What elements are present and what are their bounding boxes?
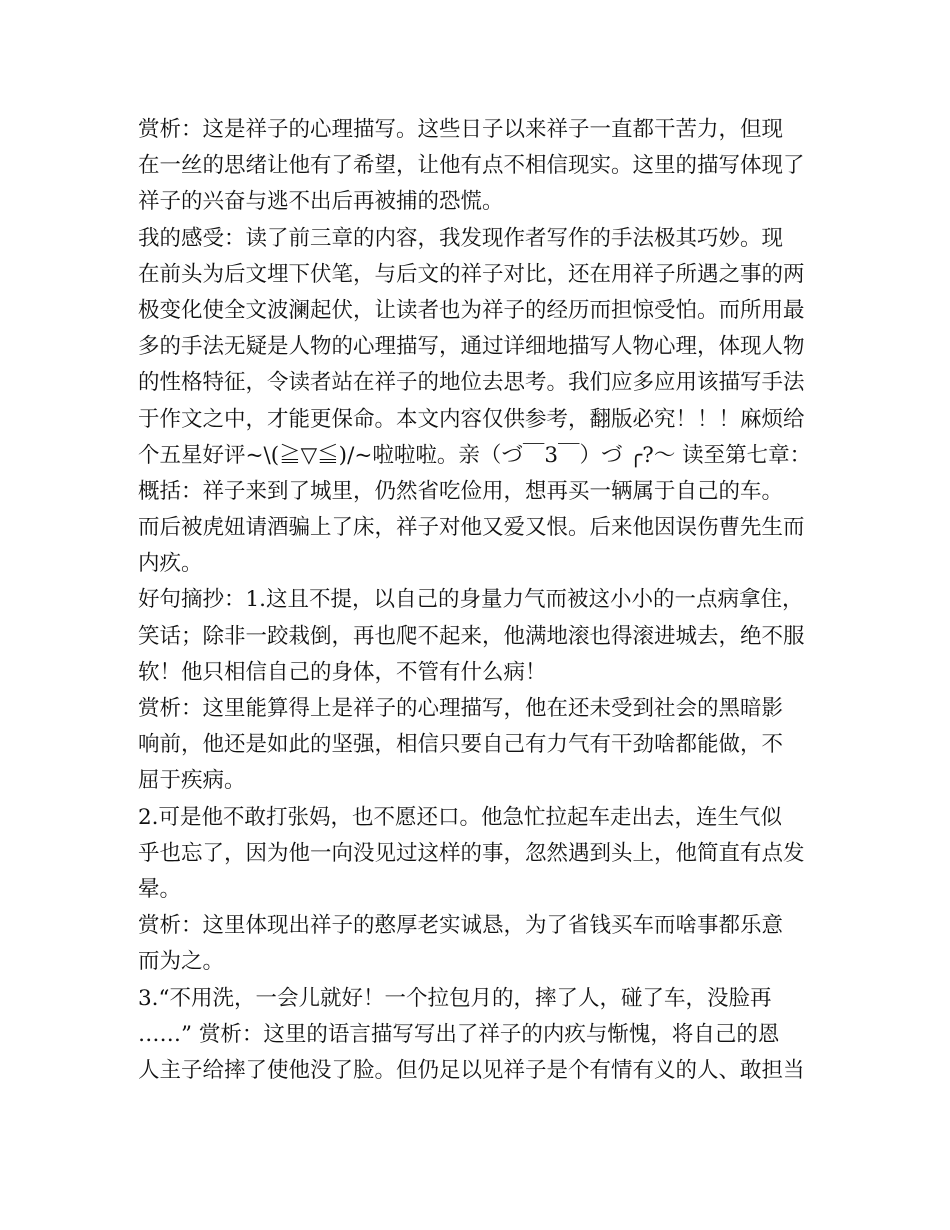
text-line: 于作文之中，才能更保命。本文内容仅供参考，翻版必究！！！麻烦给 [138,406,805,432]
text-line: 屈于疾病。 [138,768,246,794]
text-line: 在前头为后文埋下伏笔，与后文的祥子对比，还在用祥子所遇之事的两 [138,261,805,287]
text-line: 赏析：这里体现出祥子的憨厚老实诚恳，为了省钱买车而啥事都乐意 [138,913,784,939]
text-line: ……” 赏析：这里的语言描写写出了祥子的内疚与惭愧，将自己的恩 [138,1021,780,1047]
text-line: 祥子的兴奋与逃不出后再被捕的恐慌。 [138,189,504,215]
text-line: 好句摘抄：1.这且不提，以自己的身量力气而被这小小的一点病拿住， [138,587,804,613]
text-line: 的性格特征，令读者站在祥子的地位去思考。我们应多应用该描写手法 [138,370,805,396]
text-line: 响前，他还是如此的坚强，相信只要自己有力气有干劲啥都能做，不 [138,732,784,758]
text-line: 概括：祥子来到了城里，仍然省吃俭用，想再买一辆属于自己的车。 [138,478,784,504]
text-line: 赏析：这里能算得上是祥子的心理描写，他在还未受到社会的黑暗影 [138,696,784,721]
text-line: 软！他只相信自己的身体，不管有什么病！ [138,659,547,685]
text-line: 多的手法无疑是人物的心理描写，通过详细地描写人物心理，体现人物 [138,334,805,360]
text-line: 个五星好评~\(≧▽≦)/~啦啦啦。亲（づ￣3￣）づ ╭?～ 读至第七章： [138,442,812,468]
text-line: 内疚。 [138,551,203,577]
text-line: 晕。 [138,876,182,902]
text-line: 极变化使全文波澜起伏，让读者也为祥子的经历而担惊受怕。而所用最 [138,297,805,323]
text-line: 笑话；除非一跤栽倒，再也爬不起来，他满地滚也得滚进城去，绝不服 [138,623,805,649]
text-line: 我的感受：读了前三章的内容，我发现作者写作的手法极其巧妙。现 [138,225,784,251]
text-line: 而后被虎妞请酒骗上了床，祥子对他又爱又恨。后来他因误伤曹先生而 [138,515,805,541]
document-body [138,112,828,1089]
text-line: 在一丝的思绪让他有了希望，让他有点不相信现实。这里的描写体现了 [138,153,805,179]
text-line: 而为之。 [138,949,225,975]
text-line: 人主子给摔了使他没了脸。但仍足以见祥子是个有情有义的人、敢担当 [138,1057,805,1083]
text-line: 赏析：这是祥子的心理描写。这些日子以来祥子一直都干苦力，但现 [138,117,784,142]
text-line: 乎也忘了，因为他一向没见过这样的事，忽然遇到头上，他简直有点发 [138,840,805,866]
text-line: 2.可是他不敢打张妈，也不愿还口。他急忙拉起车走出去，连生气似 [138,804,783,830]
text-line: 3.“不用洗，一会儿就好！一个拉包月的，摔了人，碰了车，没脸再 [138,985,772,1011]
